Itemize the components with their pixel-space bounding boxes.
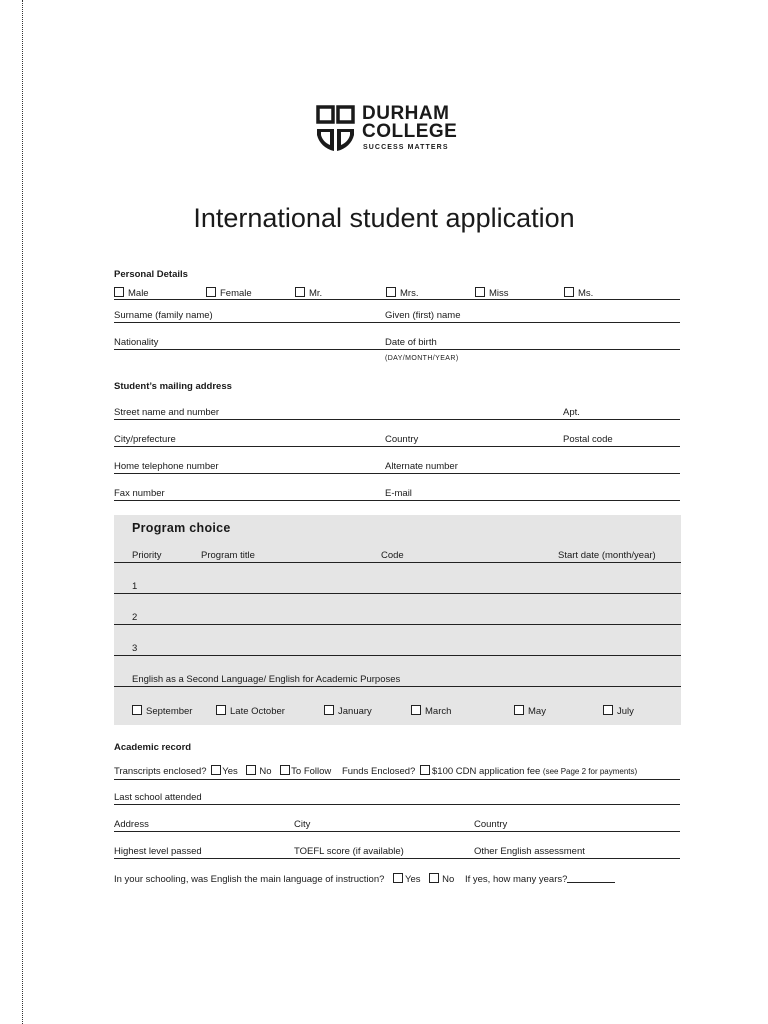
street-label: Street name and number [114,407,220,418]
transcripts-to-follow-label: To Follow [291,766,332,777]
option-label: Male [128,288,149,299]
option-mrs[interactable] [386,287,418,299]
option-label: Ms. [578,288,594,299]
header-rule [114,562,681,563]
option-label: September [146,706,193,717]
transcripts-no-checkbox[interactable] [246,765,256,775]
male-checkbox[interactable] [114,287,124,297]
years-question-label: If yes, how many years? [464,874,568,885]
english-yes-checkbox[interactable] [393,873,403,883]
may-checkbox[interactable] [514,705,524,715]
option-label: May [528,706,546,717]
logo-wordmark [362,105,457,141]
country-label: Country [385,434,419,445]
option-july[interactable] [603,705,634,717]
phone-field[interactable] [114,473,680,474]
program-choice-panel [114,515,681,725]
english-yes-label: Yes [405,874,421,885]
school-country-label: Country [474,819,508,830]
code-column-header: Code [381,550,404,561]
home-phone-label: Home telephone number [114,461,219,472]
other-english-label: Other English assessment [474,846,585,857]
highest-level-label: Highest level passed [114,846,202,857]
transcripts-yes-checkbox[interactable] [211,765,221,775]
priority-row-1: 1 [132,581,138,592]
logo-tagline: SUCCESS MATTERS [363,144,449,151]
english-no-checkbox[interactable] [429,873,439,883]
years-field[interactable] [567,873,615,883]
surname-label: Surname (family name) [114,310,213,321]
alternate-number-label: Alternate number [385,461,458,472]
personal-details-heading: Personal Details [114,269,188,280]
priority-column-header: Priority [132,550,162,561]
transcripts-no-label: No [259,766,272,777]
mrs-checkbox[interactable] [386,287,396,297]
program-row-2-field[interactable] [114,624,681,625]
option-label: January [338,706,372,717]
female-checkbox[interactable] [206,287,216,297]
funds-enclosed-label: Funds Enclosed? [341,766,416,777]
transcripts-label: Transcripts enclosed? [114,766,207,777]
priority-row-3: 3 [132,643,138,654]
option-ms[interactable] [564,287,593,299]
july-checkbox[interactable] [603,705,613,715]
shield-icon [316,105,356,153]
english-instruction-row [114,873,615,885]
mailing-address-heading: Student’s mailing address [114,381,232,392]
city-field[interactable] [114,446,680,447]
english-instruction-label: In your schooling, was English the main language of instruction? [114,874,385,885]
option-label: Late October [230,706,285,717]
option-label: Female [220,288,252,299]
toefl-label: TOEFL score (if available) [294,846,404,857]
option-label: Miss [489,288,509,299]
option-may[interactable] [514,705,546,717]
logo-line1: DURHAM [362,103,450,124]
durham-college-logo [316,105,466,155]
program-row-1-field[interactable] [114,593,681,594]
surname-field[interactable] [114,322,680,323]
apt-label: Apt. [563,407,580,418]
email-label: E-mail [385,488,412,499]
priority-row-2: 2 [132,612,138,623]
mr-checkbox[interactable] [295,287,305,297]
fee-checkbox[interactable] [420,765,430,775]
last-school-field[interactable] [114,804,680,805]
school-city-label: City [294,819,311,830]
city-label: City/prefecture [114,434,176,445]
street-field[interactable] [114,419,680,420]
english-no-label: No [442,874,455,885]
transcripts-yes-label: Yes [222,766,238,777]
field-rule [114,299,680,300]
perforation-line [22,0,23,1024]
start-date-column-header: Start date (month/year) [558,550,656,561]
option-miss[interactable] [475,287,509,299]
option-late-october[interactable] [216,705,285,717]
option-female[interactable] [206,287,252,299]
highest-level-field[interactable] [114,858,680,859]
dob-label: Date of birth [385,337,437,348]
option-label: Mrs. [400,288,419,299]
miss-checkbox[interactable] [475,287,485,297]
march-checkbox[interactable] [411,705,421,715]
academic-record-heading: Academic record [114,742,192,753]
nationality-label: Nationality [114,337,159,348]
last-school-label: Last school attended [114,792,202,803]
dob-hint: (DAY/MONTH/YEAR) [385,355,459,362]
fee-note: (see Page 2 for payments) [542,767,638,776]
given-name-label: Given (first) name [385,310,461,321]
fax-label: Fax number [114,488,165,499]
school-address-field[interactable] [114,831,680,832]
nationality-field[interactable] [114,349,680,350]
esl-label: English as a Second Language/ English for Academic Purposes [132,674,401,685]
school-address-label: Address [114,819,149,830]
logo-line2: COLLEGE [362,121,458,142]
ms-checkbox[interactable] [564,287,574,297]
january-checkbox[interactable] [324,705,334,715]
transcripts-to-follow-checkbox[interactable] [280,765,290,775]
option-label: Mr. [309,288,323,299]
late-october-checkbox[interactable] [216,705,226,715]
postal-code-label: Postal code [563,434,613,445]
program-row-3-field[interactable] [114,655,681,656]
program-choice-heading: Program choice [132,521,231,535]
option-september[interactable] [132,705,192,717]
fax-field[interactable] [114,500,680,501]
transcripts-rule [114,779,680,780]
september-checkbox[interactable] [132,705,142,715]
esl-rule [114,686,681,687]
page-title: International student application [193,203,575,233]
program-title-column-header: Program title [201,550,255,561]
transcripts-row [114,765,637,777]
option-label: March [425,706,452,717]
fee-label: $100 CDN application fee [432,766,541,777]
option-male[interactable] [114,287,149,299]
option-january[interactable] [324,705,372,717]
option-mr[interactable] [295,287,322,299]
option-label: July [617,706,634,717]
option-march[interactable] [411,705,451,717]
